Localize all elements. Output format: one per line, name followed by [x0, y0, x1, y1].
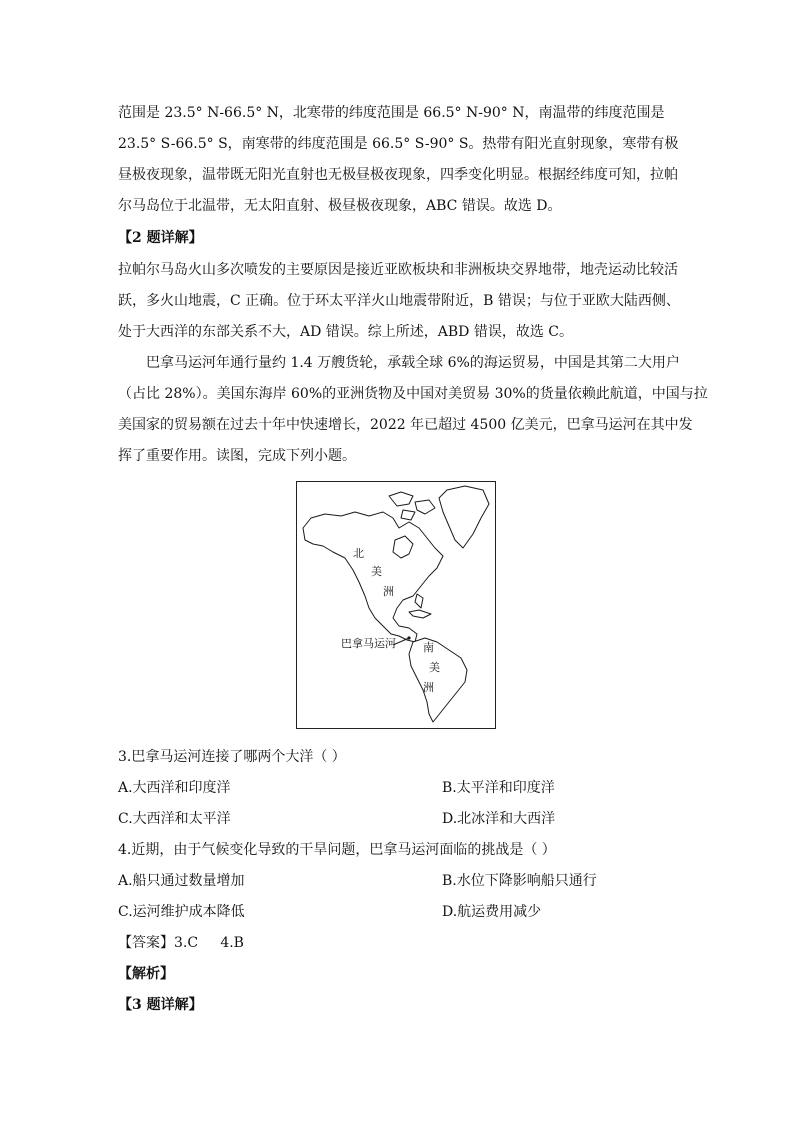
section-heading-q2: 【2 题详解】	[118, 230, 203, 246]
paragraph-line: 范围是 23.5° N-66.5° N，北寒带的纬度范围是 66.5° N-90° N，南温带的纬度范围是	[118, 105, 665, 121]
map-label-south-america-1: 南	[423, 641, 434, 654]
paragraph-line: 处于大西洋的东部关系不大，AD 错误。综上所述，ABD 错误，故选 C。	[118, 324, 574, 340]
map-label-south-america-2: 美	[429, 661, 440, 674]
paragraph-line: 美国家的贸易额在过去十年中快速增长，2022 年已超过 4500 亿美元，巴拿马运河在其中发	[118, 417, 693, 433]
paragraph-line: 跃，多火山地震，C 正确。位于环太平洋火山地震带附近，B 错误；与位于亚欧大陆西侧、	[118, 293, 680, 309]
map-label-north-america-1: 北	[353, 547, 364, 560]
question-4-option-a: A.船只通过数量增加	[118, 873, 245, 889]
map-label-north-america-2: 美	[371, 565, 382, 578]
question-4-option-c: C.运河维护成本降低	[118, 904, 245, 920]
analysis-heading: 【解析】	[118, 966, 174, 982]
paragraph-line: 尔马岛位于北温带，无太阳直射、极昼极夜现象，ABC 错误。故选 D。	[118, 198, 562, 214]
south-america-landmass	[409, 638, 467, 722]
paragraph-line: 昼极夜现象，温带既无阳光直射也无极昼极夜现象，四季变化明显。根据经纬度可知，拉帕	[118, 167, 678, 183]
canal-marker	[407, 636, 410, 639]
section-heading-q3: 【3 题详解】	[118, 997, 203, 1013]
americas-map	[297, 482, 495, 728]
question-3-stem: 3.巴拿马运河连接了哪两个大洋（ ）	[118, 749, 346, 765]
map-label-north-america-3: 洲	[383, 585, 394, 598]
question-3-option-a: A.大西洋和印度洋	[118, 780, 231, 796]
question-3-option-c: C.大西洋和太平洋	[118, 811, 231, 827]
question-4-option-d: D.航运费用减少	[442, 904, 542, 920]
americas-map-figure	[296, 481, 496, 729]
florida-peninsula	[415, 594, 423, 608]
paragraph-line: 23.5° S-66.5° S，南寒带的纬度范围是 66.5° S-90° S。热带有阳光直射现象，寒带有极	[118, 136, 679, 152]
question-3-option-b: B.太平洋和印度洋	[442, 780, 555, 796]
map-label-south-america-3: 洲	[423, 681, 434, 694]
arctic-islands	[389, 492, 435, 520]
answer-line: 【答案】3.C 4.B	[118, 935, 244, 951]
greenland-landmass	[439, 486, 489, 548]
paragraph-line: （占比 28%）。美国东海岸 60%的亚洲货物及中国对美贸易 30%的货量依赖此航道，中国与拉	[118, 386, 708, 402]
paragraph-line: 拉帕尔马岛火山多次喷发的主要原因是接近亚欧板块和非洲板块交界地带，地壳运动比较活	[118, 262, 678, 278]
question-3-option-d: D.北冰洋和大西洋	[442, 811, 556, 827]
question-4-option-b: B.水位下降影响船只通行	[442, 873, 597, 889]
question-4-stem: 4.近期，由于气候变化导致的干旱问题，巴拿马运河面临的挑战是（ ）	[118, 842, 556, 858]
map-label-panama-canal: 巴拿马运河	[341, 637, 396, 650]
paragraph-line: 巴拿马运河年通行量约 1.4 万艘货轮，承载全球 6%的海运贸易，中国是其第二大用户	[146, 355, 680, 371]
paragraph-line: 挥了重要作用。读图，完成下列小题。	[118, 448, 356, 464]
cuba-island	[409, 610, 431, 618]
